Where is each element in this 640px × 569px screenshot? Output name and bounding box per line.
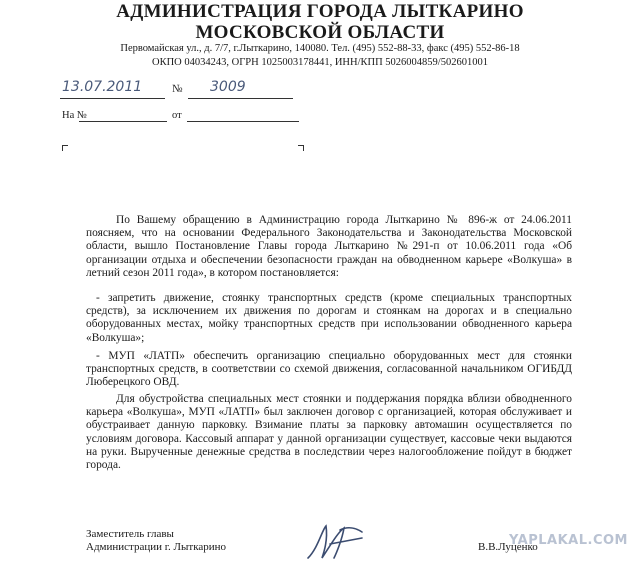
org-address: Первомайская ул., д. 7/7, г.Лыткарино, 140080. Тел. (495) 552-88-33, факс (495) 552-86-18 xyxy=(120,43,520,54)
paragraph-item-2: - МУП «ЛАТП» обеспечить организацию специально оборудованных мест для стоянки транспортных средств, в соответствии со схемой движения, согласованной начальником ОГИБДД Люберецкого ОВД. xyxy=(86,350,572,389)
handwritten-signature xyxy=(300,518,370,566)
paragraph-parking: Для обустройства специальных мест стоянки и поддержания порядка вблизи обводненного карьера «Волкуша», МУП «ЛАТП» был заключен договор с организацией, которая обслуживает и обустраивает данную парковку. Взимание платы за парковку автомашин осуществляется по условиям договора. Кассовый аппарат у данной организации существует, кассовые чеки выдаются на руки. Вырученные денежные средства в последствии через налогообложение пойдут в бюджет города. xyxy=(86,393,572,472)
signature-stroke xyxy=(308,526,362,558)
signatory-title-line2: Администрации г. Лыткарино xyxy=(86,541,227,553)
org-identifiers: ОКПО 04034243, ОГРН 1025003178441, ИНН/КПП 5026004859/502601001 xyxy=(152,57,488,68)
address-corner-left xyxy=(62,145,68,151)
paragraph-item-1: - запретить движение, стоянку транспортных средств (кроме специальных транспортных средств), за исключением их движения по дорогам и стоянкам на дорогах и в специально оборудованных местах, мойку транспортных средств при использовании обводненного карьера «Волкуша»; xyxy=(86,292,572,344)
org-title-line2: МОСКОВСКОЙ ОБЛАСТИ xyxy=(195,22,445,43)
number-underline xyxy=(188,98,293,99)
reference-number-underline xyxy=(79,121,167,122)
handwritten-number: 3009 xyxy=(210,79,246,95)
signatory-title xyxy=(86,528,226,554)
reference-date-underline xyxy=(187,121,299,122)
number-sign: № xyxy=(172,83,183,95)
reference-line xyxy=(62,110,302,124)
address-corner-right xyxy=(298,145,304,151)
org-title-line1: АДМИНИСТРАЦИЯ ГОРОДА ЛЫТКАРИНО xyxy=(116,1,524,22)
date-underline xyxy=(60,98,165,99)
signatory-name: В.В.Луценко xyxy=(478,541,538,553)
site-watermark: YAPLAKAL.COM xyxy=(509,533,628,548)
registration-line xyxy=(60,79,295,100)
handwritten-date: 13.07.2011 xyxy=(62,79,143,95)
signatory-title-line1: Заместитель главы xyxy=(86,528,174,540)
reference-number-label: На № xyxy=(62,110,87,121)
paragraph-intro: По Вашему обращению в Администрацию города Лыткарино № 896-ж от 24.06.2011 поясняем, что на основании Федерального Законодательства и Законодательства Московской области, вышло Постановление Главы города Лыткарино №291-п от 10.06.2011 года «Об организации отдыха и обеспечении безопасности граждан на обводненном карьере «Волкуша» в летний сезон 2011 года», в котором постановляется: xyxy=(86,214,572,279)
reference-date-label: от xyxy=(172,110,182,121)
